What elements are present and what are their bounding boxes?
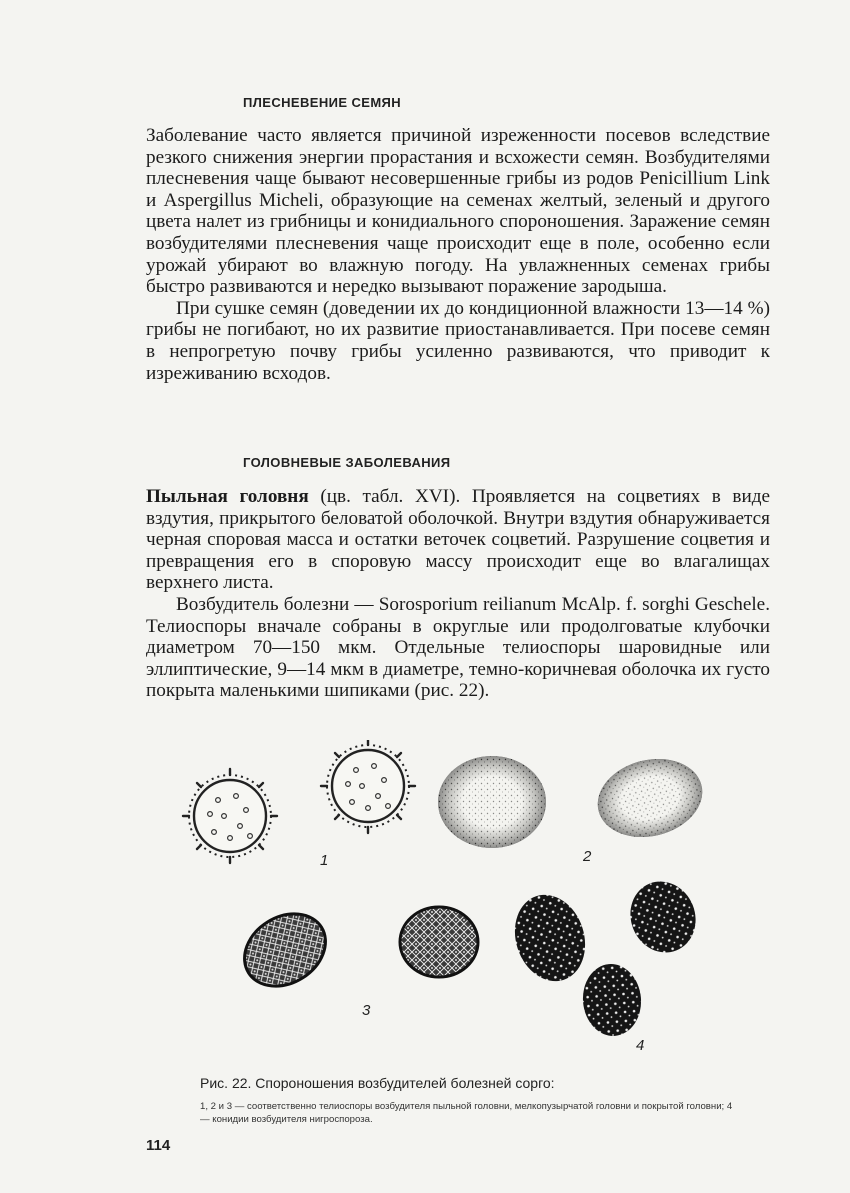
paragraph-loose-smut-2: Возбудитель болезни — Sorosporium reilianum McAlp. f. sorghi Geschele. Телиоспоры вначале собраны в округлые или продолговатые клубочки диаметром 70—150 мкм. Отдельные телиоспоры шаровидные или эллиптические, 9—14 мкм в диаметре, темно-коричневая оболочка их густо покрыта маленькими шипиками (рис. 22).	[146, 593, 770, 702]
figure-caption-note: 1, 2 и 3 — соответственно телиоспоры возбудителя пыльной головни, мелкопузырчатой головни и покрытой головни; 4 — конидии возбудителя нигроспороза.	[200, 1101, 733, 1125]
spore-group-4	[504, 872, 706, 1039]
figure-spores	[180, 740, 720, 1070]
spore-group-3	[231, 899, 478, 1001]
paragraph-loose-smut-1	[146, 486, 770, 594]
paragraph-seed-mold-1: Заболевание часто является причиной изреженности посевов вследствие резкого снижения энергии прорастания и всхожести семян. Возбудителями плесневения чаще бывают несовершенные грибы из родов Penicillium Link и Aspergillus Micheli, образующие на семенах желтый, зеленый и другого цвета налет из грибницы и конидиального спороношения. Заражение семян возбудителями плесневения чаще происходит еще в поле, особенно если урожай убирают во влажную погоду. На увлажненных семенах грибы быстро развиваются и нередко вызывают поражение зародыша.	[146, 125, 770, 298]
figure-label-1: 1	[320, 852, 329, 869]
paragraph-loose-smut-1-rest: (цв. табл. XVI). Проявляется на соцветиях в виде вздутия, прикрытого беловатой оболочкой. Внутри вздутия обнаруживается черная споровая масса и остатки веточек соцветий. Разрушение соцветия и превращения его в споровую массу происходит еще во влагалищах верхнего листа.	[146, 486, 770, 594]
heading-smut-diseases: ГОЛОВНЕВЫЕ ЗАБОЛЕВАНИЯ	[243, 455, 451, 470]
figure-label-2: 2	[583, 848, 592, 865]
figure-label-4: 4	[636, 1037, 645, 1054]
spore-group-1	[183, 740, 415, 863]
figure-label-3: 3	[362, 1002, 371, 1019]
heading-seed-mold: ПЛЕСНЕВЕНИЕ СЕМЯН	[243, 95, 402, 110]
spore-group-2	[438, 748, 711, 848]
term-loose-smut: Пыльная головня	[146, 486, 309, 507]
spore-illustration	[180, 740, 720, 1070]
section-seed-mold-text	[146, 125, 770, 384]
section-smut-text	[146, 486, 770, 702]
page-number: 114	[146, 1137, 171, 1154]
figure-caption-title: Рис. 22. Спороношения возбудителей болезней сорго:	[200, 1075, 555, 1091]
paragraph-seed-mold-2: При сушке семян (доведении их до кондиционной влажности 13—14 %) грибы не погибают, но их развитие приостанавливается. При посеве семян в непрогретую почву грибы усиленно развиваются, что приводит к изреживанию всходов.	[146, 297, 770, 384]
